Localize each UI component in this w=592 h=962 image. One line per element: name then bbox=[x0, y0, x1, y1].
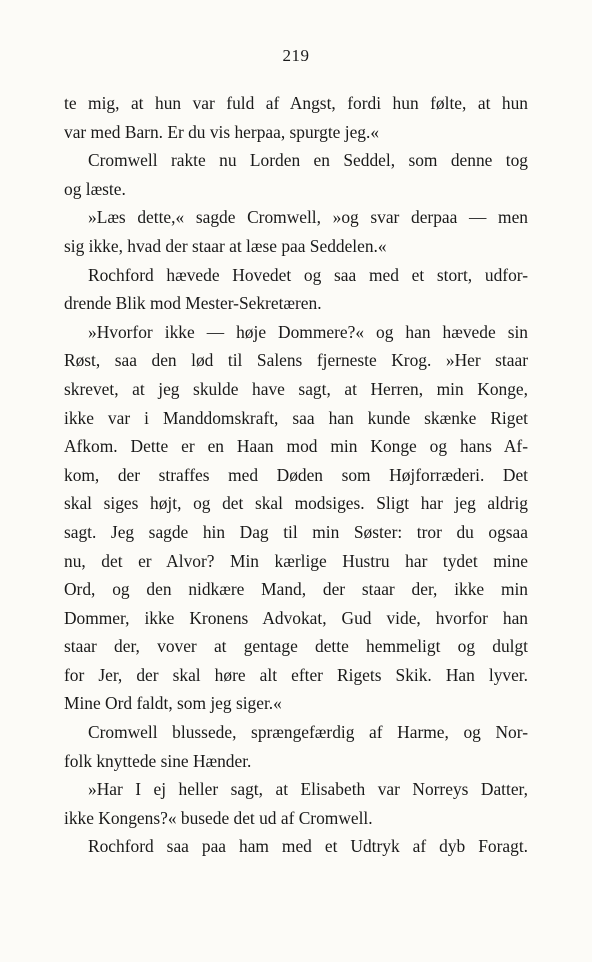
text-line: »Har I ej heller sagt, at Elisabeth var Norreys Datter, bbox=[88, 779, 528, 800]
text-line: te mig, at hun var fuld af Angst, fordi hun følte, at hun bbox=[64, 93, 528, 113]
text-line: Cromwell rakte nu Lorden en Seddel, som denne tog bbox=[88, 150, 528, 171]
text-line: var med Barn. Er du vis herpaa, spurgte jeg.« bbox=[64, 121, 380, 142]
text-line: ikke Kongens?« busede det ud af Cromwell. bbox=[64, 807, 373, 828]
text-line: skrevet, at jeg skulde have sagt, at Herren, min Konge, bbox=[64, 378, 528, 399]
text-line: »Hvorfor ikke — høje Dommere?« og han hævede sin bbox=[88, 321, 528, 342]
text-line: drende Blik mod Mester-Sekretæren. bbox=[64, 293, 322, 314]
text-line: sig ikke, hvad der staar at læse paa Seddelen.« bbox=[64, 235, 387, 256]
text-line: Rochford saa paa ham med et Udtryk af dyb Foragt. bbox=[88, 836, 528, 857]
text-line: kom, der straffes med Døden som Højforræderi. Det bbox=[64, 464, 528, 485]
page-number: 219 bbox=[282, 46, 310, 65]
text-line: »Læs dette,« sagde Cromwell, »og svar derpaa — men bbox=[88, 207, 528, 228]
text-line: Røst, saa den lød til Salens fjerneste Krog. »Her staar bbox=[64, 350, 528, 371]
text-line: ikke var i Manddomskraft, saa han kunde skænke Riget bbox=[64, 407, 528, 428]
text-line: Rochford hævede Hovedet og saa med et stort, udfor- bbox=[88, 264, 528, 285]
text-line: Cromwell blussede, sprængefærdig af Harme, og Nor- bbox=[88, 722, 528, 743]
text-line: Ord, og den nidkære Mand, der staar der, ikke min bbox=[64, 579, 528, 600]
text-line: folk knyttede sine Hænder. bbox=[64, 750, 252, 771]
text-line: skal siges højt, og det skal modsiges. Sligt har jeg aldrig bbox=[64, 493, 528, 514]
text-line: staar der, vover at gentage dette hemmeligt og dulgt bbox=[64, 636, 528, 657]
text-line: Dommer, ikke Kronens Advokat, Gud vide, hvorfor han bbox=[64, 607, 528, 628]
text-line: og læste. bbox=[64, 178, 126, 199]
text-line: sagt. Jeg sagde hin Dag til min Søster: tror du ogsaa bbox=[64, 521, 528, 542]
text-line: Mine Ord faldt, som jeg siger.« bbox=[64, 693, 282, 714]
body-text bbox=[64, 89, 528, 861]
text-line: Afkom. Dette er en Haan mod min Konge og hans Af- bbox=[64, 436, 528, 457]
text-line: for Jer, der skal høre alt efter Rigets Skik. Han lyver. bbox=[64, 664, 528, 685]
text-line: nu, det er Alvor? Min kærlige Hustru har tydet mine bbox=[64, 550, 528, 571]
